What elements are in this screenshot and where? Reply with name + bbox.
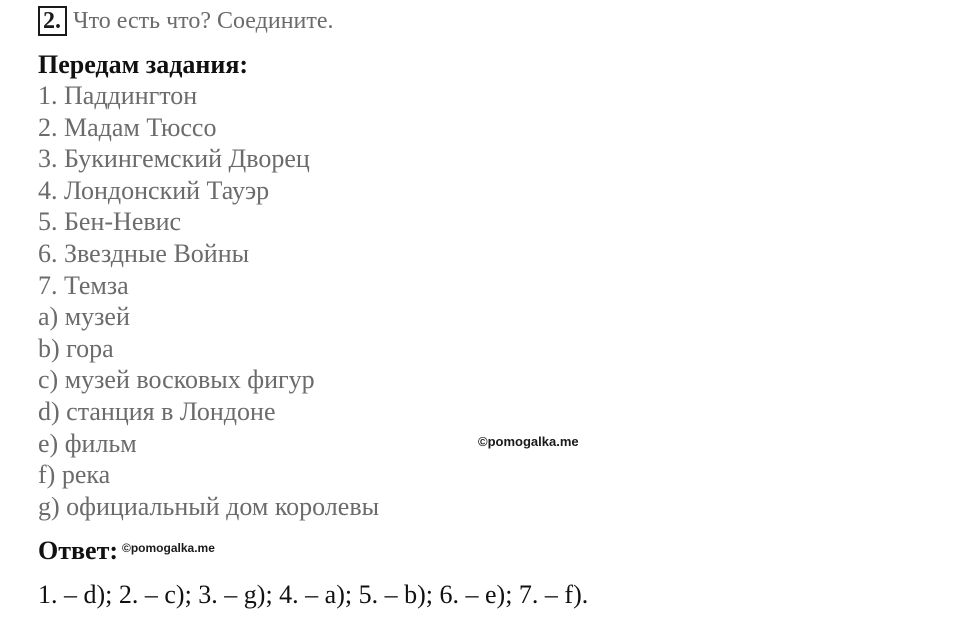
list-item: f) река <box>38 460 111 490</box>
list-item: c) музей восковых фигур <box>38 365 315 395</box>
matching-items-list <box>38 80 379 522</box>
list-item: e) фильм <box>38 428 137 458</box>
list-item: g) официальный дом королевы <box>38 491 380 521</box>
watermark: ©pomogalka.me <box>478 434 579 449</box>
list-item: 4. Лондонский Тауэр <box>38 175 270 205</box>
list-item: 5. Бен-Невис <box>38 207 182 237</box>
task-number-badge: 2. <box>38 6 67 36</box>
task-title: Что есть что? Соедините. <box>73 7 334 34</box>
answer-text: 1. – d); 2. – c); 3. – g); 4. – a); 5. – b); 6. – e); 7. – f). <box>38 580 589 609</box>
list-item: a) музей <box>38 302 130 332</box>
list-item: 2. Мадам Тюссо <box>38 112 217 142</box>
watermark: ©pomogalka.me <box>122 541 215 555</box>
section-heading: Передам задания: <box>38 50 249 79</box>
list-item: 3. Букингемский Дворец <box>38 144 310 174</box>
list-item: b) гора <box>38 333 114 363</box>
answer-heading: Ответ: <box>38 536 119 565</box>
list-item: 6. Звездные Войны <box>38 238 250 268</box>
list-item: 1. Паддингтон <box>38 81 198 110</box>
list-item: 7. Темза <box>38 270 129 300</box>
list-item: d) станция в Лондоне <box>38 396 276 426</box>
task-header <box>38 4 334 38</box>
